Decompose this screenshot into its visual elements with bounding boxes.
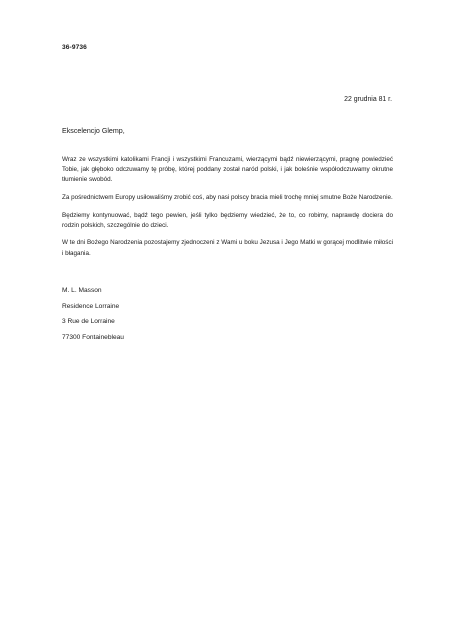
body-paragraph-4: W te dni Bożego Narodzenia pozostajemy zjednoczeni z Wami u boku Jezusa i Jego Matki w gorącej modlitwie miłości i błagania.: [62, 239, 393, 257]
signature-residence: Residence Lorraine: [62, 302, 120, 310]
document-reference-number: 36-9736: [62, 44, 87, 51]
body-paragraph-1: Wraz ze wszystkimi katolikami Francji i wszystkimi Francuzami, wierzącymi bądź niewierzącymi, pragnę powiedzieć Tobie, jak głęboko odczuwamy tę próbę, której poddany został naród polski, i jak boleśnie współodczuwamy okrutne tłumienie swobód.: [62, 156, 393, 184]
letter-body: [62, 155, 393, 266]
body-paragraph-3: Będziemy kontynuować, bądź tego pewien, jeśli tylko będziemy wiedzieć, że to, co robimy, naprawdę dociera do rodzin polskich, szczególnie do dzieci.: [62, 211, 393, 229]
signature-name: M. L. Masson: [62, 287, 102, 294]
signature-city: 77300 Fontainebleau: [62, 333, 124, 341]
signature-street: 3 Rue de Lorraine: [62, 318, 115, 326]
signature-block: [62, 286, 124, 348]
letter-date: 22 grudnia 81 r.: [344, 96, 392, 103]
body-paragraph-2: Za pośrednictwem Europy usiłowaliśmy zrobić coś, aby nasi polscy bracia mieli trochę mniej smutne Boże Narodzenie.: [62, 194, 393, 201]
letter-salutation: Ekscelencjo Glemp,: [62, 127, 125, 135]
